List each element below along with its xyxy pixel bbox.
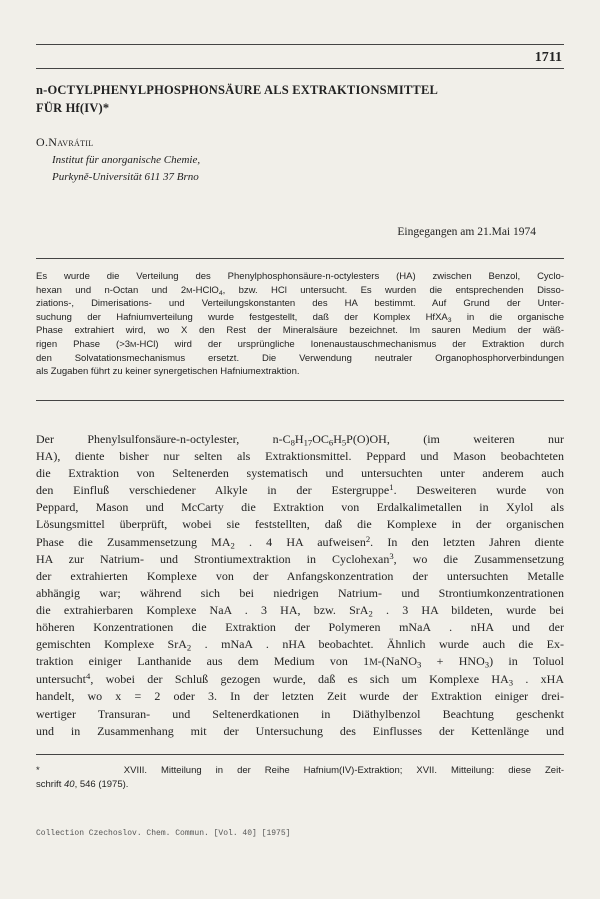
abstract-line: suchung der Hafniumverteilung wurde festgestellt, daß der Komplex HfXA$_3$ in die organische — [36, 311, 564, 324]
author-name: O.Navrátil — [36, 135, 94, 149]
body-line: Lösungsmittel überprüft, wobei sie feststellten, daß die Komplexe in der organischen — [36, 517, 564, 532]
abstract-line: ziations-, Dimerisations- und Verteilungskonstanten des HA bestimmt. Auf Grund der Unter- — [36, 298, 564, 310]
footnote-rule — [36, 754, 564, 755]
abstract-top-rule — [36, 258, 564, 259]
affiliation-line-1: Institut für anorganische Chemie, — [52, 154, 201, 166]
abstract — [36, 270, 564, 379]
journal-citation: Collection Czechoslov. Chem. Commun. [Vol. 40] [1975] — [36, 829, 291, 838]
abstract-line: rigen Phase (>3M-HCl) wird der ursprüngliche Ionenaustauschmechanismus der Extraktion durch — [36, 338, 564, 350]
header-rule — [36, 68, 564, 69]
body-line: die Extraktion von Seltenerden systematisch und untersuchten unter anderem auch — [36, 466, 564, 481]
body-line: handelt, wo x = 2 oder 3. In der letzten Zeit wurde der Extraktion einiger drei- — [36, 689, 564, 704]
article-title — [36, 81, 536, 117]
body-line: Der Phenylsulfonsäure-n-octylester, $n-C_8H_{17}OC_6H_5P(O)OH$, (im weiteren nur — [36, 432, 564, 448]
body-line: wertiger Transuran- und Seltenerdkationen in Diäthylbenzol Beachtung geschenkt — [36, 706, 564, 721]
body-line: den Einfluß verschiedener Alkyle in der Estergruppe$^1$. Desweiteren wurde von — [36, 482, 564, 498]
body-line: Peppard, Mason und McCarty die Extraktion von Erdalkalimetallen in Xylol als — [36, 500, 564, 515]
body-line: und in Zusammenhang mit der Untersuchung des Einflusses der Kettenlänge und — [36, 723, 564, 738]
footnote-line: schrift 40, 546 (1975). — [36, 779, 129, 790]
title-line-1: n-OCTYLPHENYLPHOSPHONSÄURE ALS EXTRAKTIONSMITTEL — [36, 83, 439, 97]
abstract-line: hexan und n-Octan und 2M-HClO$_4$, bzw. HCl untersucht. Es wurden die entsprechenden Disso- — [36, 284, 564, 297]
abstract-bottom-rule — [36, 400, 564, 401]
body-line: höheren Konzentrationen die Extraktion der Polymeren mNaA . nHA und der — [36, 620, 564, 635]
received-date: Eingegangen am 21.Mai 1974 — [397, 226, 536, 238]
abstract-line: Phase extrahiert wird, wo X den Rest der Mineralsäure bezeichnet. Im sauren Medium der wäß- — [36, 325, 564, 337]
body-line: der extrahierten Komplexe von der Anfangskonzentration der untersuchten Metalle — [36, 568, 564, 583]
top-rule — [36, 44, 564, 45]
abstract-line: Es wurde die Verteilung des Phenylphosphonsäure-n-octylesters (HA) zwischen Benzol, Cyclo- — [36, 271, 564, 282]
affiliation — [52, 152, 200, 186]
footnote-marker: * — [36, 765, 40, 776]
body-line: abhängig war; während sich bei niedrigen Natrium- und Strontiumkonzentrationen — [36, 585, 564, 600]
body-line: HA), diente bisher nur selten als Extraktionsmittel. Peppard und Mason beobachteten — [36, 449, 564, 464]
footnote-line: * XVIII. Mitteilung in der Reihe Hafnium(IV)-Extraktion; XVII. Mitteilung: diese Zeit- — [36, 765, 564, 776]
body-line: traktion einiger Lanthanide aus dem Medium von 1M-(NaNO$_3$ + $HNO_3$) in Toluol — [36, 654, 565, 670]
page-number: 1711 — [534, 50, 562, 65]
affiliation-line-2: Purkyně-Universität 611 37 Brno — [52, 171, 199, 183]
abstract-line: als Zugaben führt zu keiner synergetischen Hafniumextraktion. — [36, 366, 300, 378]
body-line: Phase die Zusammensetzung $MA_2$ . 4 HA aufweisen$^2$. In den letzten Jahren diente — [36, 533, 564, 551]
body-line: HA zur Natrium- und Strontiumextraktion in Cyclohexan$^3$, wo die Zusammensetzung — [36, 550, 564, 566]
body-line: die extrahierbaren Komplexe NaA . 3 HA, bzw. SrA$_2$ . 3 HA bildeten, wurde bei — [36, 602, 564, 619]
body-text — [36, 431, 564, 740]
body-line: untersucht$^4$, wobei der Schluß gezogen wurde, daß es sich um Komplexe $HA_3$ . xHA — [36, 671, 564, 688]
footnote — [36, 764, 564, 792]
body-line: gemischten Komplexe SrA$_2$ . mNaA . nHA beobachtet. Ähnlich wurde auch die Ex- — [36, 637, 564, 653]
title-line-2: FÜR Hf(IV)* — [36, 101, 110, 115]
abstract-line: den Solvatationsmechanismus ersetzt. Die Verwendung neutraler Organophosphorverbindungen — [36, 352, 564, 364]
